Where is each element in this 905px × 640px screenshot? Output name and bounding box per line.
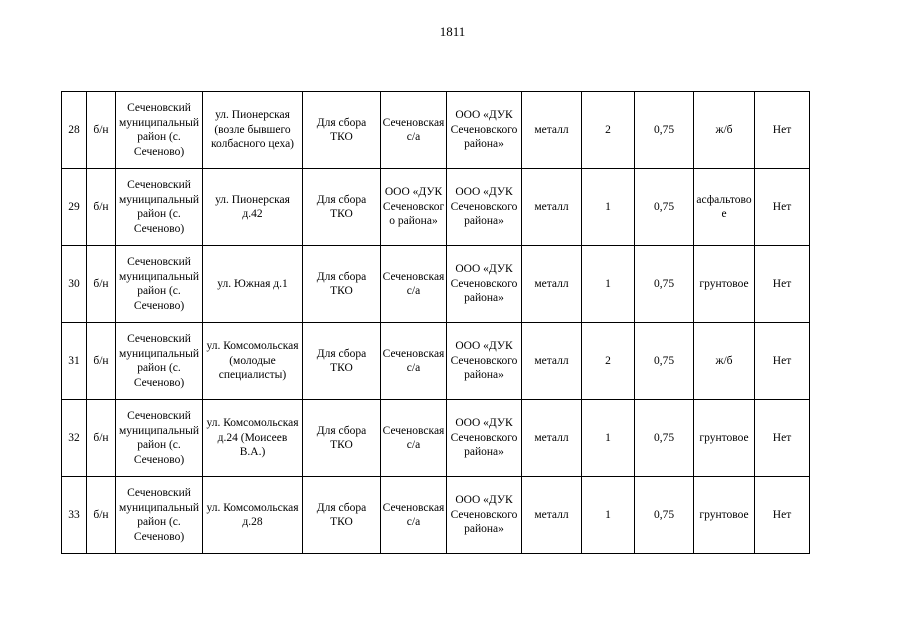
cell-volume: 0,75 [635, 246, 694, 323]
cell-operator: ООО «ДУК Сеченовского района» [447, 477, 522, 554]
cell-owner: ООО «ДУК Сеченовског о района» [381, 169, 447, 246]
cell-registry-id: б/н [87, 477, 116, 554]
cell-registry-id: б/н [87, 246, 116, 323]
cell-address: ул. Пионерская д.42 [203, 169, 303, 246]
cell-number: 33 [62, 477, 87, 554]
cell-district: Сеченовский муниципальный район (с. Сеченово) [116, 92, 203, 169]
cell-material: металл [522, 169, 582, 246]
cell-number: 32 [62, 400, 87, 477]
cell-district: Сеченовский муниципальный район (с. Сеченово) [116, 400, 203, 477]
cell-purpose: Для сбора ТКО [303, 169, 381, 246]
cell-address: ул. Пионерская (возле бывшего колбасного цеха) [203, 92, 303, 169]
table-row [62, 400, 810, 477]
cell-surface: грунтовое [694, 246, 755, 323]
cell-container-count: 1 [582, 477, 635, 554]
cell-number: 30 [62, 246, 87, 323]
cell-surface: ж/б [694, 323, 755, 400]
container-sites-table [61, 91, 810, 554]
cell-container-count: 1 [582, 246, 635, 323]
cell-operator: ООО «ДУК Сеченовского района» [447, 169, 522, 246]
cell-district: Сеченовский муниципальный район (с. Сеченово) [116, 323, 203, 400]
cell-container-count: 1 [582, 169, 635, 246]
cell-fence: Нет [755, 169, 810, 246]
cell-fence: Нет [755, 246, 810, 323]
cell-material: металл [522, 92, 582, 169]
table-row [62, 323, 810, 400]
cell-container-count: 1 [582, 400, 635, 477]
cell-address: ул. Комсомольская д.24 (Моисеев В.А.) [203, 400, 303, 477]
cell-volume: 0,75 [635, 92, 694, 169]
cell-surface: грунтовое [694, 477, 755, 554]
cell-owner: Сеченовская с/а [381, 477, 447, 554]
cell-district: Сеченовский муниципальный район (с. Сеченово) [116, 477, 203, 554]
cell-number: 28 [62, 92, 87, 169]
cell-material: металл [522, 246, 582, 323]
cell-surface: асфальтово е [694, 169, 755, 246]
cell-operator: ООО «ДУК Сеченовского района» [447, 323, 522, 400]
cell-material: металл [522, 477, 582, 554]
cell-address: ул. Южная д.1 [203, 246, 303, 323]
cell-address: ул. Комсомольская (молодые специалисты) [203, 323, 303, 400]
cell-owner: Сеченовская с/а [381, 400, 447, 477]
cell-purpose: Для сбора ТКО [303, 323, 381, 400]
cell-district: Сеченовский муниципальный район (с. Сеченово) [116, 246, 203, 323]
cell-volume: 0,75 [635, 323, 694, 400]
cell-container-count: 2 [582, 92, 635, 169]
cell-operator: ООО «ДУК Сеченовского района» [447, 400, 522, 477]
cell-material: металл [522, 323, 582, 400]
cell-registry-id: б/н [87, 323, 116, 400]
cell-material: металл [522, 400, 582, 477]
cell-surface: грунтовое [694, 400, 755, 477]
cell-registry-id: б/н [87, 92, 116, 169]
cell-number: 29 [62, 169, 87, 246]
cell-purpose: Для сбора ТКО [303, 400, 381, 477]
cell-purpose: Для сбора ТКО [303, 477, 381, 554]
cell-fence: Нет [755, 92, 810, 169]
cell-container-count: 2 [582, 323, 635, 400]
cell-number: 31 [62, 323, 87, 400]
cell-fence: Нет [755, 477, 810, 554]
cell-registry-id: б/н [87, 400, 116, 477]
table-row [62, 169, 810, 246]
cell-volume: 0,75 [635, 169, 694, 246]
cell-owner: Сеченовская с/а [381, 323, 447, 400]
cell-registry-id: б/н [87, 169, 116, 246]
table-row [62, 92, 810, 169]
cell-volume: 0,75 [635, 400, 694, 477]
table-row [62, 477, 810, 554]
cell-fence: Нет [755, 323, 810, 400]
cell-operator: ООО «ДУК Сеченовского района» [447, 246, 522, 323]
cell-purpose: Для сбора ТКО [303, 246, 381, 323]
cell-purpose: Для сбора ТКО [303, 92, 381, 169]
cell-volume: 0,75 [635, 477, 694, 554]
page-number: 1811 [439, 24, 466, 39]
cell-operator: ООО «ДУК Сеченовского района» [447, 92, 522, 169]
cell-owner: Сеченовская с/а [381, 246, 447, 323]
cell-fence: Нет [755, 400, 810, 477]
cell-surface: ж/б [694, 92, 755, 169]
cell-district: Сеченовский муниципальный район (с. Сеченово) [116, 169, 203, 246]
cell-address: ул. Комсомольская д.28 [203, 477, 303, 554]
cell-owner: Сеченовская с/а [381, 92, 447, 169]
table-row [62, 246, 810, 323]
